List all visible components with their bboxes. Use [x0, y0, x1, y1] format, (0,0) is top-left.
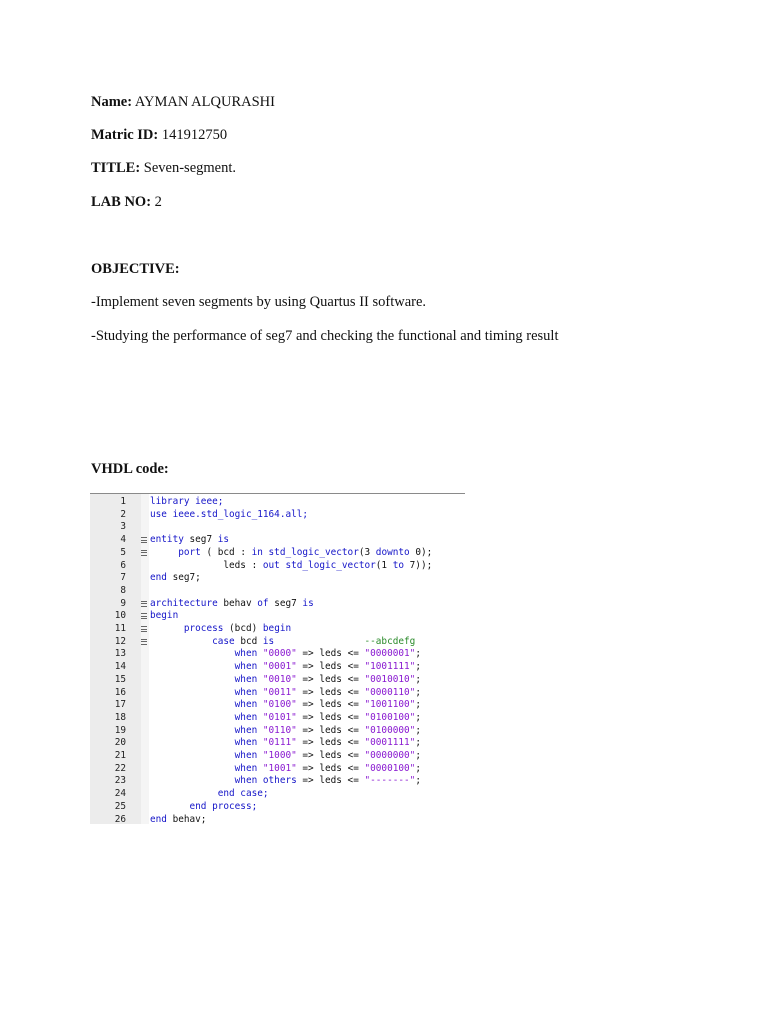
code-screenshot — [90, 493, 465, 824]
code-token: seg7 — [274, 597, 303, 609]
code-text — [150, 737, 421, 750]
code-token: ; — [415, 775, 421, 787]
line-number: 8 — [120, 584, 126, 596]
code-line — [90, 674, 465, 687]
code-line — [90, 534, 465, 547]
code-line — [90, 814, 465, 825]
lab-label: LAB NO: — [91, 194, 152, 210]
code-token: => leds <= — [302, 775, 365, 787]
objective-item: -Implement seven segments by using Quartus II software. — [91, 294, 427, 310]
code-text — [150, 725, 421, 738]
code-text — [150, 687, 421, 700]
code-token: => leds <= — [296, 673, 365, 685]
code-text — [150, 560, 432, 573]
line-number: 3 — [120, 521, 126, 533]
line-number: 14 — [114, 661, 126, 673]
vhdl-heading: VHDL code: — [91, 461, 169, 477]
code-text — [150, 572, 201, 585]
code-token: (3 — [358, 546, 376, 558]
code-token: ; — [415, 762, 421, 774]
code-token: end case; — [150, 788, 269, 800]
line-number: 20 — [114, 737, 126, 749]
code-text — [150, 598, 314, 611]
code-line — [90, 610, 465, 623]
code-line — [90, 585, 465, 598]
fold-marker-icon — [141, 639, 147, 645]
code-token: "1001111" — [364, 661, 416, 673]
code-token: when — [150, 762, 263, 774]
code-token: when — [150, 661, 263, 673]
line-number: 7 — [120, 572, 126, 584]
code-token: when — [150, 686, 263, 698]
code-text — [150, 547, 432, 560]
code-line — [90, 699, 465, 712]
title-line — [91, 160, 236, 177]
code-token: ; — [415, 686, 421, 698]
code-line — [90, 661, 465, 674]
code-line — [90, 687, 465, 700]
line-number: 23 — [114, 775, 126, 787]
name-line — [91, 94, 275, 111]
code-text — [150, 712, 421, 725]
objective-item: -Studying the performance of seg7 and checking the functional and timing result — [91, 328, 559, 344]
code-token: (bcd) — [229, 623, 263, 634]
code-line — [90, 648, 465, 661]
code-token: "0100" — [262, 699, 297, 711]
code-token: is — [302, 597, 314, 609]
code-token: "0010010" — [364, 673, 416, 685]
code-token: ; — [415, 673, 421, 685]
code-token: when — [150, 724, 263, 736]
code-token: when — [150, 699, 263, 711]
code-token: "0110" — [262, 724, 297, 736]
fold-marker-icon — [141, 626, 147, 632]
line-number: 4 — [120, 534, 126, 546]
code-text — [150, 496, 223, 509]
code-token: ; — [415, 711, 421, 723]
code-line — [90, 547, 465, 560]
code-token: ; — [415, 724, 421, 736]
code-text — [150, 814, 206, 825]
code-token: out std_logic_vector — [262, 559, 376, 571]
code-token: "0101" — [262, 711, 297, 723]
line-number: 11 — [114, 623, 126, 634]
code-token: when — [150, 750, 263, 761]
line-number: 12 — [114, 635, 126, 647]
code-token: ; — [415, 648, 421, 660]
code-token: entity — [150, 534, 190, 546]
code-token: => leds <= — [296, 661, 365, 673]
code-token: ; — [415, 699, 421, 711]
code-token: 7)); — [409, 559, 433, 571]
line-number: 5 — [120, 546, 126, 558]
line-number: 16 — [114, 686, 126, 698]
line-number: 13 — [114, 648, 126, 660]
code-token: is — [262, 635, 275, 647]
code-token: in std_logic_vector — [251, 546, 359, 558]
code-token: begin — [150, 610, 179, 622]
code-line — [90, 598, 465, 611]
code-token: bcd — [240, 635, 263, 647]
code-token: end — [150, 813, 173, 824]
code-token: 0); — [415, 546, 433, 558]
code-line — [90, 623, 465, 636]
matric-label: Matric ID: — [91, 127, 159, 143]
code-text — [150, 636, 415, 649]
code-token: port — [150, 546, 207, 558]
code-token: leds : — [150, 559, 263, 571]
title-value: Seven-segment. — [143, 160, 237, 176]
code-line — [90, 521, 465, 534]
code-token: when — [150, 711, 263, 723]
code-token: "1001" — [262, 762, 297, 774]
code-line — [90, 712, 465, 725]
code-token: ; — [415, 737, 421, 749]
name-value: AYMAN ALQURASHI — [134, 94, 275, 110]
code-token: "0011" — [262, 686, 297, 698]
code-token — [274, 636, 364, 647]
code-token: (1 — [375, 559, 393, 571]
code-token: ; — [415, 750, 421, 761]
code-token: is — [217, 534, 230, 546]
line-number: 15 — [114, 673, 126, 685]
code-text — [150, 775, 421, 788]
code-token: "0001111" — [364, 737, 416, 749]
code-line — [90, 572, 465, 585]
code-token: => leds <= — [296, 711, 365, 723]
line-number: 10 — [114, 610, 126, 622]
code-token: when — [150, 648, 263, 660]
code-text — [150, 534, 229, 547]
code-token: use ieee.std_logic_1164.all; — [150, 508, 309, 520]
code-token: ( bcd : — [206, 546, 252, 558]
code-text — [150, 801, 257, 814]
code-line — [90, 775, 465, 788]
code-token: "0100000" — [364, 724, 416, 736]
name-label: Name: — [91, 94, 133, 110]
code-token: => leds <= — [296, 737, 365, 749]
code-line — [90, 636, 465, 649]
title-label: TITLE: — [91, 160, 141, 176]
code-line — [90, 560, 465, 573]
fold-marker-icon — [141, 537, 147, 543]
code-token: when — [150, 673, 263, 685]
code-text — [150, 763, 421, 776]
code-token: "0100100" — [364, 711, 416, 723]
code-token: "1000" — [262, 750, 297, 761]
code-token: "0000000" — [364, 750, 416, 761]
line-number: 2 — [120, 508, 126, 520]
code-text — [150, 788, 269, 801]
code-text — [150, 509, 308, 522]
code-text — [150, 610, 178, 623]
code-text — [150, 750, 421, 763]
code-token: ; — [415, 661, 421, 673]
code-token: of — [257, 597, 275, 609]
line-number: 24 — [114, 788, 126, 800]
code-token: seg7; — [172, 572, 201, 584]
code-line — [90, 788, 465, 801]
code-token: "0000001" — [364, 648, 416, 660]
code-token: "1001100" — [364, 699, 416, 711]
code-line — [90, 750, 465, 763]
lab-line — [91, 194, 162, 211]
line-number: 22 — [114, 762, 126, 774]
code-token: "0000" — [262, 648, 297, 660]
code-token: => leds <= — [296, 762, 365, 774]
code-token: "0010" — [262, 673, 297, 685]
code-token: => leds <= — [296, 699, 365, 711]
fold-marker-icon — [141, 601, 147, 607]
line-number: 25 — [114, 800, 126, 812]
code-token: when — [150, 737, 263, 749]
code-token: behav; — [172, 813, 207, 824]
matric-value: 141912750 — [161, 127, 228, 143]
code-token: downto — [375, 546, 416, 558]
code-token: seg7 — [189, 534, 218, 546]
code-token: --abcdefg — [364, 635, 416, 647]
line-number: 26 — [114, 813, 126, 824]
code-token: begin — [262, 623, 292, 634]
matric-line — [91, 127, 227, 144]
code-text — [150, 648, 421, 661]
code-token: "-------" — [364, 775, 416, 787]
line-number: 21 — [114, 750, 126, 761]
code-token: to — [392, 559, 410, 571]
objective-heading: OBJECTIVE: — [91, 261, 180, 277]
code-token: when others — [150, 775, 303, 787]
code-line — [90, 725, 465, 738]
code-token: end — [150, 572, 173, 584]
code-line — [90, 496, 465, 509]
line-number: 1 — [120, 496, 126, 507]
line-number: 18 — [114, 711, 126, 723]
code-token: "0000100" — [364, 762, 416, 774]
code-token: library ieee; — [150, 496, 224, 507]
code-token: => leds <= — [296, 648, 365, 660]
code-line — [90, 801, 465, 814]
code-token: "0001" — [262, 661, 297, 673]
code-token: => leds <= — [296, 750, 365, 761]
code-line — [90, 737, 465, 750]
line-number: 17 — [114, 699, 126, 711]
line-number: 19 — [114, 724, 126, 736]
code-text — [150, 623, 291, 636]
code-line — [90, 509, 465, 522]
code-token: case — [150, 635, 241, 647]
code-token: behav — [223, 597, 258, 609]
code-token: end process; — [150, 800, 258, 812]
code-token: "0000110" — [364, 686, 416, 698]
fold-marker-icon — [141, 550, 147, 556]
line-number: 9 — [120, 597, 126, 609]
line-number: 6 — [120, 559, 126, 571]
code-token: architecture — [150, 597, 224, 609]
code-token: => leds <= — [296, 724, 365, 736]
code-line — [90, 763, 465, 776]
lab-value: 2 — [154, 194, 162, 210]
code-token: => leds <= — [296, 686, 365, 698]
code-token: "0111" — [262, 737, 297, 749]
fold-marker-icon — [141, 613, 147, 619]
code-text — [150, 674, 421, 687]
code-text — [150, 661, 421, 674]
code-text — [150, 699, 421, 712]
code-token: process — [150, 623, 230, 634]
